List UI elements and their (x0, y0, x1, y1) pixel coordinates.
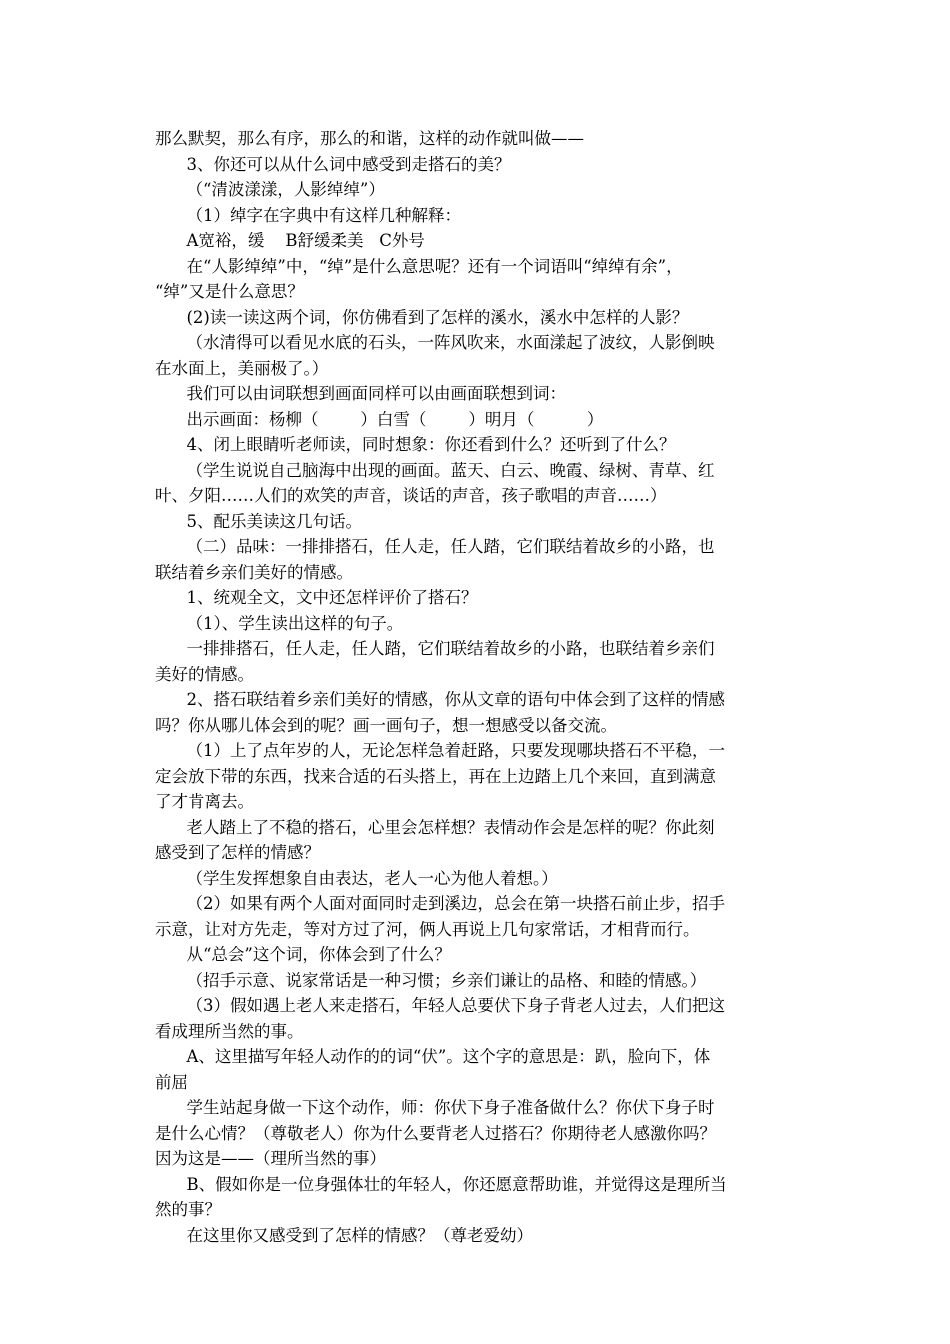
text-line: 那么默契，那么有序，那么的和谐，这样的动作就叫做—— (155, 129, 584, 148)
text-line: （招手示意、说家常话是一种习惯；乡亲们谦让的品格、和睦的情感。） (155, 970, 707, 990)
text-line: 1、统观全文，文中还怎样评价了搭石？ (155, 588, 478, 607)
text-line: 示意，让对方先走，等对方过了河，俩人再说上几句家常话，才相背而行。 (155, 919, 700, 939)
text-line: A、这里描写年轻人动作的的词“伏”。这个字的意思是：趴，脸向下，体 (155, 1047, 711, 1066)
text-line: （1）上了点年岁的人，无论怎样急着赶路，只要发现哪块搭石不平稳，一 (155, 741, 725, 760)
text-line: 吗？你从哪儿体会到的呢？画一画句子，想一想感受以备交流。 (155, 715, 617, 735)
text-line: 3、你还可以从什么词中感受到走搭石的美？ (155, 154, 511, 174)
text-line: 了才肯离去。 (155, 792, 254, 811)
text-line: A宽裕，缓 B舒缓柔美 C外号 (155, 231, 425, 250)
text-line: 出示画面：杨柳（ ）白雪（ ）明月（ ） (155, 409, 604, 429)
text-line: （“清波漾漾，人影绰绰”） (155, 180, 385, 199)
text-line: 前屈 (155, 1072, 188, 1092)
text-line: （1）、学生读出这样的句子。 (155, 613, 404, 633)
text-line: 叶、夕阳……人们的欢笑的声音，谈话的声音，孩子歌唱的声音……） (155, 486, 667, 505)
text-line: 联结着乡亲们美好的情感。 (155, 562, 353, 582)
text-line: 定会放下带的东西，找来合适的石头搭上，再在上边踏上几个来回，直到满意 (155, 766, 716, 786)
text-line: 然的事？ (155, 1200, 221, 1219)
text-line: 5、配乐美读这几句话。 (155, 511, 362, 531)
text-line: 看成理所当然的事。 (155, 1021, 304, 1041)
text-line: “绰”又是什么意思？ (155, 282, 304, 301)
text-line: （1）绰字在字典中有这样几种解释： (155, 205, 461, 225)
text-line: 从“总会”这个词，你体会到了什么？ (155, 945, 451, 964)
text-line: 一排排搭石，任人走，任人踏，它们联结着故乡的小路，也联结着乡亲们 (155, 639, 715, 658)
text-line: 美好的情感。 (155, 664, 254, 684)
text-line: 在“人影绰绰”中，“绰”是什么意思呢？还有一个词语叫“绰绰有余”， (155, 256, 683, 276)
document-body (155, 126, 805, 1248)
text-line: 因为这是——（理所当然的事） (155, 1149, 386, 1168)
text-line: （2）如果有两个人面对面同时走到溪边，总会在第一块搭石前止步，招手 (155, 894, 725, 913)
text-line: （水清得可以看见水底的石头，一阵风吹来，水面漾起了波纹，人影倒映 (155, 333, 715, 352)
text-line: （3）假如遇上老人来走搭石，年轻人总要伏下身子背老人过去，人们把这 (155, 996, 725, 1015)
text-line: (2)读一读这两个词，你仿佛看到了怎样的溪水，溪水中怎样的人影？ (155, 307, 689, 327)
text-line: 老人踏上了不稳的搭石，心里会怎样想？表情动作会是怎样的呢？你此刻 (155, 817, 715, 837)
text-line: 学生站起身做一下这个动作，师：你伏下身子准备做什么？你伏下身子时 (155, 1098, 715, 1117)
text-line: 2、搭石联结着乡亲们美好的情感，你从文章的语句中体会到了这样的情感 (155, 690, 725, 709)
text-line: 在水面上，美丽极了。） (155, 358, 329, 378)
text-line: 是什么心情？（尊敬老人）你为什么要背老人过搭石？你期待老人感激你吗？ (155, 1123, 716, 1143)
text-line: （学生说说自己脑海中出现的画面。蓝天、白云、晚霞、绿树、青草、红 (155, 460, 715, 480)
text-line: 感受到了怎样的情感？ (155, 843, 320, 862)
text-line: （二）品味：一排排搭石，任人走，任人踏，它们联结着故乡的小路，也 (155, 537, 715, 556)
text-line: B、假如你是一位身强体壮的年轻人，你还愿意帮助谁，并觉得这是理所当 (155, 1174, 727, 1194)
text-line: （学生发挥想象自由表达，老人一心为他人着想。） (155, 868, 558, 888)
text-line: 在这里你又感受到了怎样的情感？（尊老爱幼） (155, 1225, 533, 1245)
text-line: 我们可以由词联想到画面同样可以由画面联想到词： (155, 384, 566, 403)
text-line: 4、闭上眼睛听老师读，同时想象：你还看到什么？还听到了什么？ (155, 435, 676, 454)
